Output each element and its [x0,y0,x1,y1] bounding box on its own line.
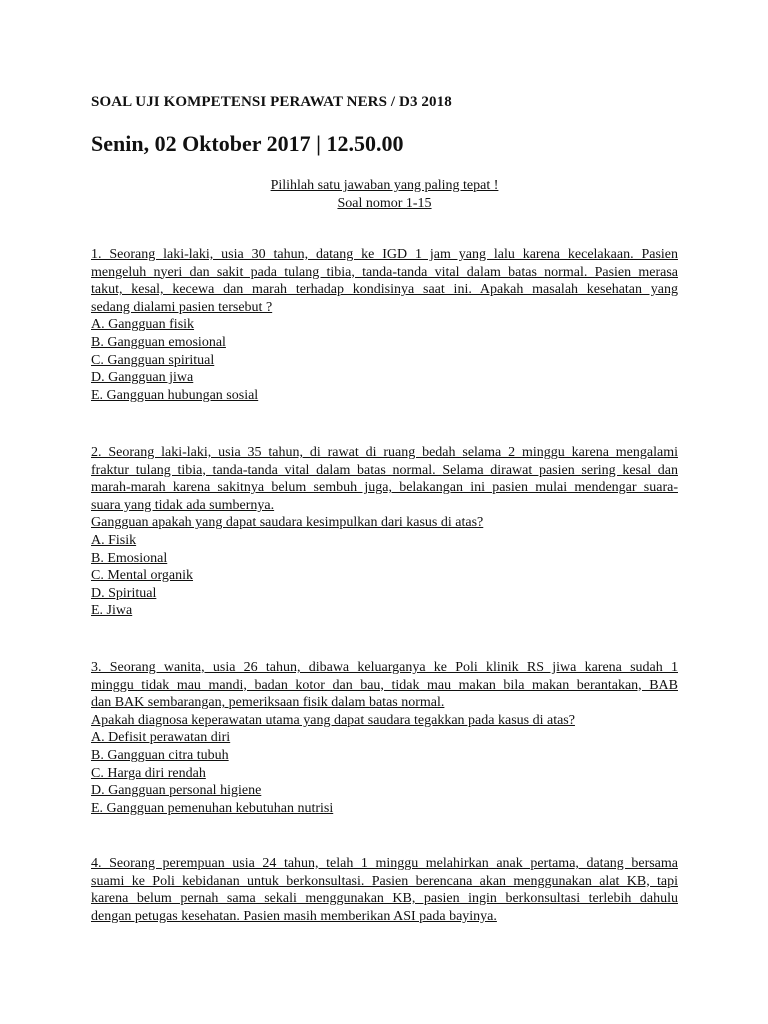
answer-option: D. Spiritual [91,585,157,601]
question-stem-line: suami ke Poli kebidanan untuk berkonsultasi. Pasien berencana akan menggunakan alat KB, tapi [91,873,678,889]
question-prompt: Apakah diagnosa keperawatan utama yang dapat saudara tegakkan pada kasus di atas? [91,712,575,728]
answer-option: E. Gangguan pemenuhan kebutuhan nutrisi [91,800,334,816]
question-prompt: Gangguan apakah yang dapat saudara kesimpulkan dari kasus di atas? [91,515,484,531]
question-stem-line: karena belum pernah sama sekali menggunakan KB, pasien ingin berkonsultasi terlebih dahulu [91,891,678,907]
question-stem-line: 2. Seorang laki-laki, usia 35 tahun, di rawat di ruang bedah selama 2 minggu karena mengalami [91,445,678,460]
question-3 [91,659,678,817]
question-stem-line: 4. Seorang perempuan usia 24 tahun, telah 1 minggu melahirkan anak pertama, datang bersama [91,856,678,871]
answer-option: D. Gangguan personal higiene [91,783,262,799]
instruction-line: Pilihlah satu jawaban yang paling tepat ! [270,178,499,193]
question-stem-line: dan BAK sembarangan, pemeriksaan fisik dalam batas normal. [91,695,445,711]
question-4 [91,855,678,925]
question-1 [91,246,678,404]
answer-option: C. Mental organik [91,568,194,584]
question-stem-line: mengeluh nyeri dan sakit pada tulang tibia, tanda-tanda vital dalam batas normal. Pasien merasa [91,264,678,280]
question-stem-line: sedang dialami pasien tersebut ? [91,299,273,315]
question-stem-line: 1. Seorang laki-laki, usia 30 tahun, datang ke IGD 1 jam yang lalu karena kecelakaan. Pasien [91,247,678,262]
answer-option: A. Gangguan fisik [91,317,195,333]
question-stem-line: minggu tidak mau mandi, badan kotor dan bau, tidak mau makan bila makan berantakan, BAB [91,677,678,693]
answer-option: A. Fisik [91,532,137,548]
question-stem-line: marah-marah karena sakitnya belum sembuh juga, belakangan ini pasien mulai mendengar suara- [91,480,678,496]
question-stem-line: takut, kesal, kecewa dan marah terhadap kondisinya saat ini. Apakah masalah kesehatan yang [91,282,678,298]
document-date: Senin, 02 Oktober 2017 | 12.50.00 [91,131,404,156]
answer-option: B. Gangguan citra tubuh [91,747,229,763]
answer-option: B. Emosional [91,550,168,566]
answer-option: C. Harga diri rendah [91,765,206,781]
answer-option: C. Gangguan spiritual [91,352,215,368]
answer-option: B. Gangguan emosional [91,334,226,350]
answer-option: E. Jiwa [91,603,133,619]
answer-option: A. Defisit perawatan diri [91,730,231,746]
question-stem-line: fraktur tulang tibia, tanda-tanda vital dalam batas normal. Selama dirawat pasien sering kesal dan [91,462,678,478]
document-title: SOAL UJI KOMPETENSI PERAWAT NERS / D3 2018 [91,94,452,110]
answer-option: E. Gangguan hubungan sosial [91,387,259,403]
question-range: Soal nomor 1-15 [337,196,432,211]
question-stem-line: 3. Seorang wanita, usia 26 tahun, dibawa keluarganya ke Poli klinik RS jiwa karena sudah 1 [91,660,678,675]
answer-option: D. Gangguan jiwa [91,370,194,386]
question-2 [91,444,678,620]
question-stem-line: dengan petugas kesehatan. Pasien masih memberikan ASI pada bayinya. [91,908,497,924]
question-stem-line: suara yang tidak ada sumbernya. [91,497,275,513]
